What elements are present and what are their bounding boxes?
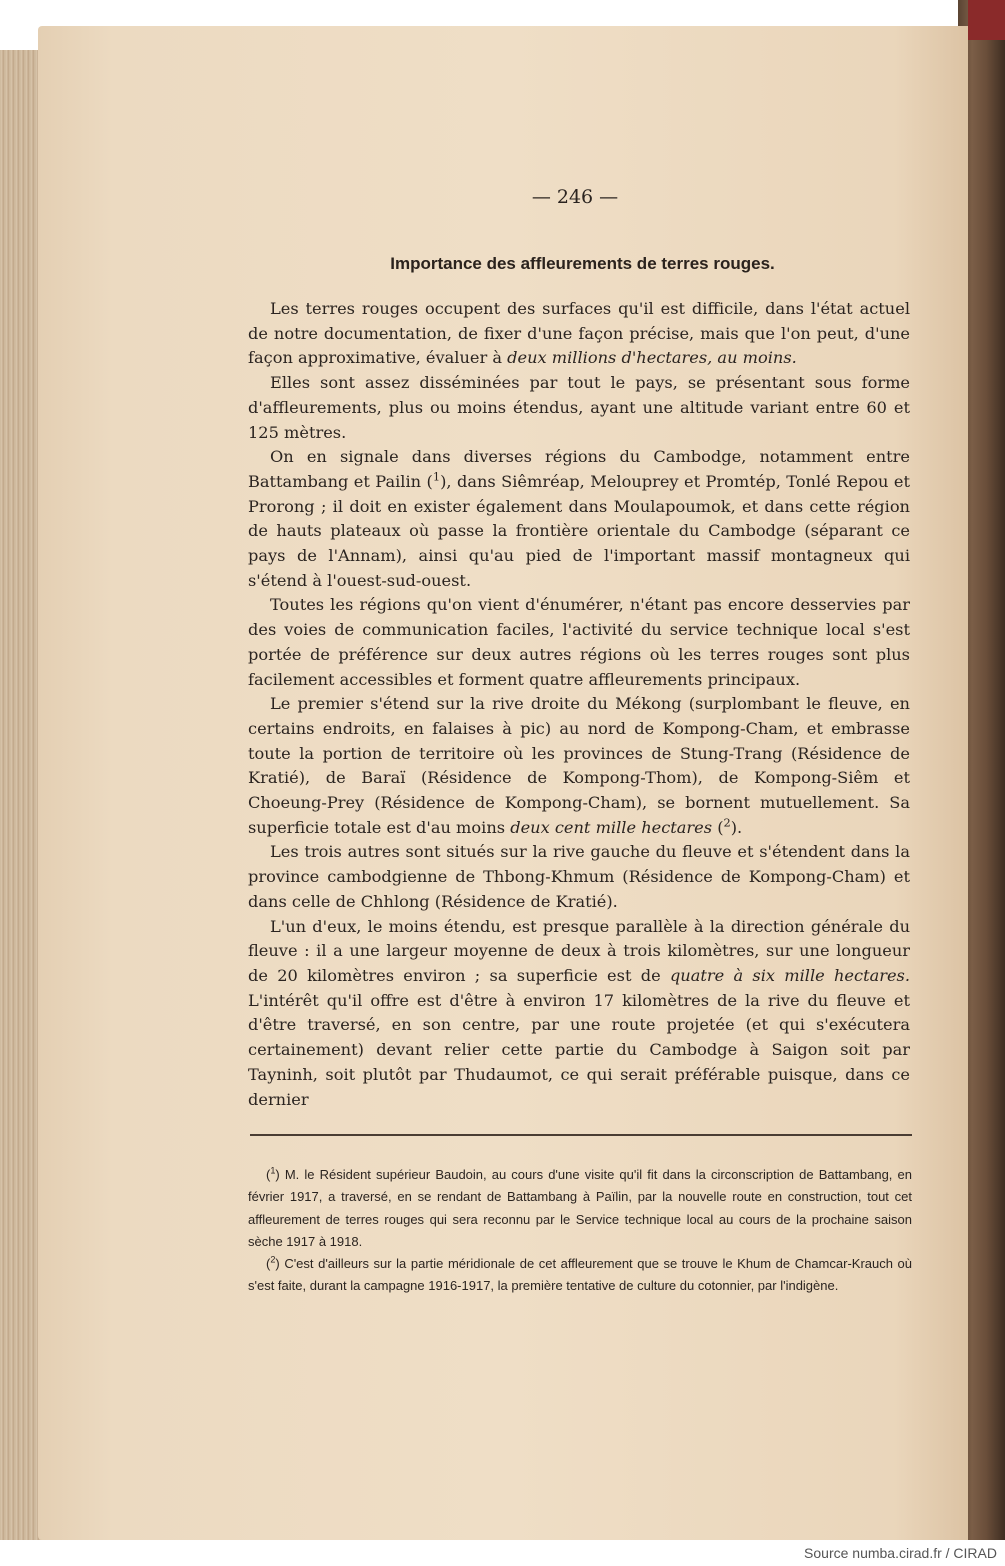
paragraph-5 <box>248 692 910 840</box>
paragraph-4: Toutes les régions qu'on vient d'énumérer, n'étant pas encore desservies par des voies de communication faciles, l'activité du service technique local s'est portée de préférence sur deux autres régions où les terres rouges sont plus facilement accessibles et forment quatre affleurements principaux. <box>248 595 910 689</box>
paragraph-text: L'intérêt qu'il offre est d'être à environ 17 kilomètres de la rive du fleuve et d'être traversé, en son centre, par une route projetée (et qui s'exécutera certainement) devant relier cette partie du Cambodge à Saigon soit par Tayninh, soit plutôt par Thudaumot, ce qui serait préférable puisque, dans ce dernier <box>248 990 910 1109</box>
paragraph-text: L'un d'eux, le moins étendu, est presque parallèle à la direction générale du fleuve : il a une largeur moyenne de deux à trois kilomètres, sur une longueur de 20 kilomètres environ ; sa superficie est de <box>248 916 910 985</box>
footnote-2: ($^2$) C'est d'ailleurs sur la partie méridionale de cet affleurement que se trouve le Khum de Chamcar-Krauch où s'est faite, durant la campagne 1916-1917, la première tentative de culture du cotonnier, par l'indigène. <box>248 1254 912 1294</box>
source-caption: Source numba.cirad.fr / CIRAD <box>804 1545 997 1561</box>
binding-red-ribbon <box>968 0 1005 40</box>
page-number: — 246 — <box>531 186 619 208</box>
body-text <box>248 297 910 1112</box>
paragraph-3 <box>248 445 910 593</box>
footnote-ref: 1 <box>432 469 441 484</box>
paragraph-text: ). <box>730 817 743 837</box>
section-title: Importance des affleurements de terres rouges. <box>390 254 775 273</box>
footnote-text: M. le Résident supérieur Baudoin, au cours d'une visite qu'il fit dans la circonscription de Battambang, en février 1917, a traversé, en se rendant de Battambang à Païlin, par la nouvelle route en construction, tout cet affleurement de terres rouges qui sera reconnu par le Service technique local au cours de la prochaine saison sèche 1917 à 1918. <box>248 1167 912 1249</box>
paragraph-text: ), dans Siêmréap, Melouprey et Promtép, Tonlé Repou et Prorong ; il doit en exister également dans Moulapoumok, et dans cette région de hauts plateaux où passe la frontière orientale du Cambodge (séparant ce pays de l'Annam), ainsi qu'au pied de l'important massif montagneux qui s'étend à l'ouest-sud-ouest. <box>248 471 910 590</box>
footnote-mark: 2 <box>270 1254 276 1265</box>
paragraph-6: Les trois autres sont situés sur la rive gauche du fleuve et s'étendent dans la province cambodgienne de Thbong-Khmum (Résidence de Kompong-Cham) et dans celle de Chhlong (Résidence de Kratié). <box>248 842 910 911</box>
emphasis: deux millions d'hectares, au moins. <box>507 348 797 368</box>
footnotes <box>248 1164 912 1298</box>
paragraph-7 <box>248 915 910 1113</box>
paragraph-text: Le premier s'étend sur la rive droite du Mékong (surplombant le fleuve, en certains endroits, en falaises à pic) au nord de Kompong-Cham, et embrasse toute la portion de territoire où les provinces de Stung-Trang (Résidence de Kratié), de Baraï (Résidence de Kompong-Thom), de Kompong-Siêm et Choeung-Prey (Résidence de Kompong-Cham), se bornent mutuellement. Sa superficie totale est d'au moins <box>248 694 910 837</box>
footnote-mark: 1 <box>270 1165 276 1176</box>
footnote-1: ($^1$) M. le Résident supérieur Baudoin, au cours d'une visite qu'il fit dans la circonscription de Battambang, en février 1917, a traversé, en se rendant de Battambang à Païlin, par la nouvelle route en construction, tout cet affleurement de terres rouges qui sera reconnu par le Service technique local au cours de la prochaine saison sèche 1917 à 1918. <box>248 1165 912 1249</box>
paragraph-2: Elles sont assez disséminées par tout le pays, se présentant sous forme d'affleurements, plus ou moins étendus, ayant une altitude variant entre 60 et 125 mètres. <box>248 373 910 442</box>
paragraph-1 <box>248 297 910 371</box>
footnote-ref: 2 <box>723 815 731 830</box>
emphasis: quatre à six mille hectares. <box>669 965 910 985</box>
emphasis: deux cent mille hectares <box>510 817 713 837</box>
paragraph-text: Les terres rouges occupent des surfaces qu'il est difficile, dans l'état actuel de notre documentation, de fixer d'une façon précise, mais que l'on peut, d'une façon approximative, évaluer à <box>248 299 910 368</box>
footnote-text: C'est d'ailleurs sur la partie méridionale de cet affleurement que se trouve le Khum de Chamcar-Krauch où s'est faite, durant la campagne 1916-1917, la première tentative de culture du cotonnier, par l'indigène. <box>248 1256 912 1294</box>
paragraph-text: ( <box>712 817 724 837</box>
paragraph-text: On en signale dans diverses régions du Cambodge, notamment entre Battambang et Pailin ( <box>248 447 910 491</box>
footnote-divider <box>250 1134 912 1136</box>
